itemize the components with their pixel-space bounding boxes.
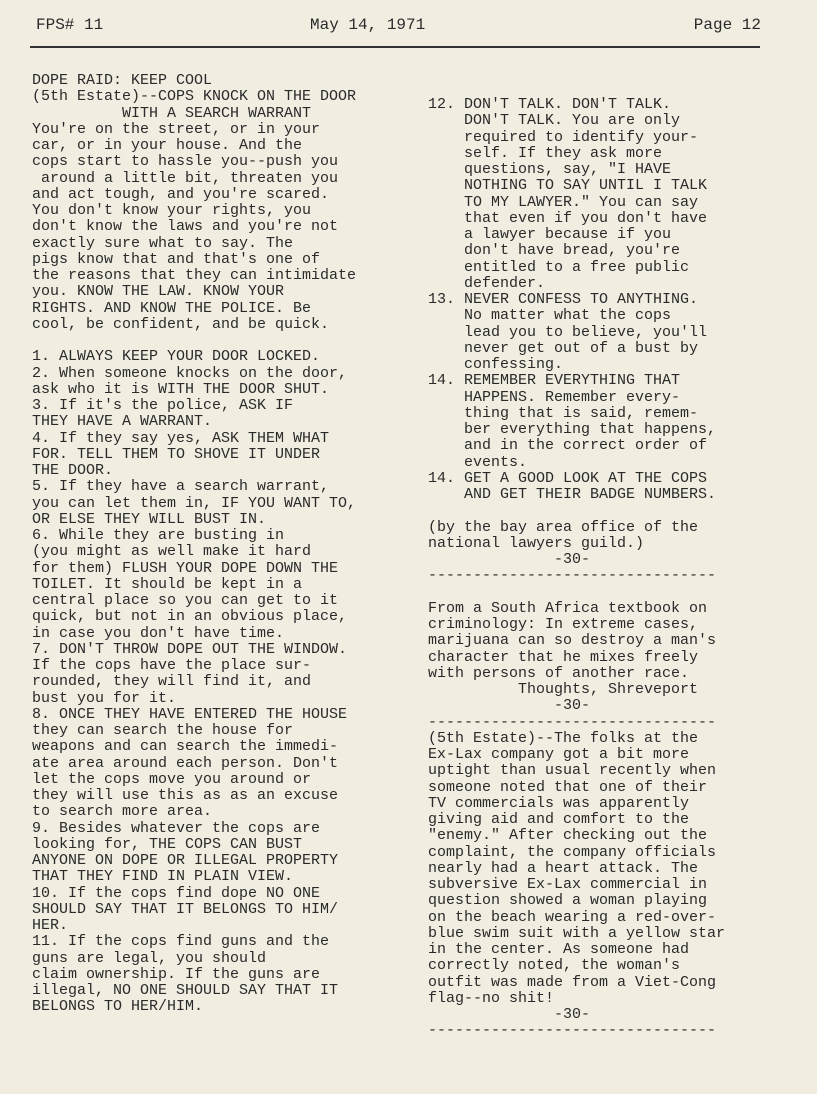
text-line: Ex-Lax company got a bit more	[428, 746, 690, 763]
text-line: complaint, the company officials	[428, 843, 717, 861]
text-line: (5th Estate)--The folks at the	[428, 729, 699, 747]
text-line: events.	[428, 453, 528, 471]
text-line: (by the bay area office of the	[428, 518, 699, 536]
text-line: claim ownership. If the guns are	[32, 965, 321, 983]
text-line: character that he mixes freely	[428, 648, 699, 666]
text-line: TV commercials was apparently	[428, 794, 690, 812]
text-line	[428, 585, 778, 601]
text-line: cool, be confident, and be quick.	[32, 315, 330, 333]
text-line: entitled to a free public	[428, 258, 690, 276]
text-line: uptight than usual recently when	[428, 762, 717, 780]
page-header	[36, 16, 761, 40]
text-line: don't know the laws and you're not	[32, 218, 339, 236]
text-line: car, or in your house. And the	[32, 137, 303, 154]
text-line: THE DOOR.	[32, 462, 114, 479]
text-line: confessing.	[428, 356, 564, 373]
text-line: criminology: In extreme cases,	[428, 616, 699, 633]
text-line: 4. If they say yes, ASK THEM WHAT	[32, 429, 330, 447]
text-line: -30-	[428, 551, 591, 568]
text-line: with persons of another race.	[428, 664, 690, 682]
text-line: HER.	[32, 917, 69, 934]
text-line: guns are legal, you should	[32, 949, 267, 967]
text-line: 14. REMEMBER EVERYTHING THAT	[428, 372, 681, 390]
text-line: never get out of a bust by	[428, 339, 699, 357]
text-line: NOTHING TO SAY UNTIL I TALK	[428, 177, 708, 195]
text-line: central place so you can get to it	[32, 592, 339, 609]
text-line: 13. NEVER CONFESS TO ANYTHING.	[428, 291, 699, 308]
text-line	[32, 333, 422, 349]
text-line: question showed a woman playing	[428, 892, 708, 910]
text-line: required to identify your-	[428, 128, 699, 146]
text-line: let the cops move you around or	[32, 770, 312, 788]
text-line: exactly sure what to say. The	[32, 234, 294, 252]
text-line: rounded, they will find it, and	[32, 673, 312, 691]
text-line: the reasons that they can intimidate	[32, 267, 357, 284]
text-line: TOILET. It should be kept in a	[32, 575, 303, 593]
text-line: flag--no shit!	[428, 989, 555, 1007]
right-column	[428, 97, 778, 1040]
text-line: on the beach wearing a red-over-	[428, 908, 717, 926]
text-line: 1. ALWAYS KEEP YOUR DOOR LOCKED.	[32, 348, 321, 366]
text-line: someone noted that one of their	[428, 778, 708, 796]
text-line: you. KNOW THE LAW. KNOW YOUR	[32, 283, 285, 301]
text-line: ber everything that happens,	[428, 421, 717, 438]
text-line: -30-	[428, 1006, 591, 1023]
text-line: pigs know that and that's one of	[32, 250, 321, 268]
text-line: that even if you don't have	[428, 209, 708, 227]
text-line: and in the correct order of	[428, 437, 708, 455]
text-line: a lawyer because if you	[428, 226, 672, 243]
issue-date: May 14, 1971	[310, 16, 426, 34]
text-line: illegal, NO ONE SHOULD SAY THAT IT	[32, 982, 339, 999]
text-line: blue swim suit with a yellow star	[428, 924, 726, 942]
text-line: around a little bit, threaten you	[32, 169, 339, 187]
text-line: self. If they ask more	[428, 144, 663, 162]
text-line: to search more area.	[32, 803, 213, 821]
text-line: in the center. As someone had	[428, 941, 690, 958]
text-line: TO MY LAWYER." You can say	[428, 193, 699, 211]
text-line: FOR. TELL THEM TO SHOVE IT UNDER	[32, 445, 321, 463]
text-line: 9. Besides whatever the cops are	[32, 819, 321, 837]
text-line: looking for, THE COPS CAN BUST	[32, 835, 303, 853]
text-line: cops start to hassle you--push you	[32, 153, 339, 171]
text-line: marijuana can so destroy a man's	[428, 632, 717, 650]
text-line: 8. ONCE THEY HAVE ENTERED THE HOUSE	[32, 705, 348, 723]
text-line: ANYONE ON DOPE OR ILLEGAL PROPERTY	[32, 852, 339, 869]
text-line: national lawyers guild.)	[428, 534, 645, 552]
text-line: don't have bread, you're	[428, 242, 681, 260]
text-line: for them) FLUSH YOUR DOPE DOWN THE	[32, 559, 339, 577]
text-line: subversive Ex-Lax commercial in	[428, 876, 708, 893]
text-line: you can let them in, IF YOU WANT TO,	[32, 494, 357, 512]
text-line: DON'T TALK. You are only	[428, 112, 681, 130]
text-line: (you might as well make it hard	[32, 543, 312, 561]
text-line: You don't know your rights, you	[32, 202, 312, 219]
text-line: ask who it is WITH THE DOOR SHUT.	[32, 380, 330, 398]
text-line: DOPE RAID: KEEP COOL	[32, 72, 213, 89]
text-line: --------------------------------	[428, 713, 717, 731]
text-line: If the cops have the place sur-	[32, 657, 312, 674]
text-line: outfit was made from a Viet-Cong	[428, 973, 717, 991]
text-line: giving aid and comfort to the	[428, 811, 690, 828]
text-line: weapons and can search the immedi-	[32, 738, 339, 756]
text-line: 3. If it's the police, ASK IF	[32, 397, 294, 414]
text-line: 10. If the cops find dope NO ONE	[32, 884, 321, 902]
text-line: in case you don't have time.	[32, 624, 285, 642]
text-line: SHOULD SAY THAT IT BELONGS TO HIM/	[32, 900, 339, 918]
text-line: -30-	[428, 697, 591, 715]
text-line: (5th Estate)--COPS KNOCK ON THE DOOR	[32, 88, 357, 106]
text-line: and act tough, and you're scared.	[32, 185, 330, 203]
text-line: OR ELSE THEY WILL BUST IN.	[32, 510, 267, 528]
text-line: THAT THEY FIND IN PLAIN VIEW.	[32, 868, 294, 886]
text-line	[428, 503, 778, 519]
text-line: --------------------------------	[428, 567, 717, 585]
text-line: --------------------------------	[428, 1022, 717, 1040]
text-line: nearly had a heart attack. The	[428, 859, 699, 877]
text-line: lead you to believe, you'll	[428, 323, 708, 341]
text-line: "enemy." After checking out the	[428, 827, 708, 845]
text-line: quick, but not in an obvious place,	[32, 608, 348, 626]
text-line: thing that is said, remem-	[428, 404, 699, 422]
text-line: 6. While they are busting in	[32, 527, 285, 544]
text-line: RIGHTS. AND KNOW THE POLICE. Be	[32, 299, 312, 317]
text-line: 2. When someone knocks on the door,	[32, 364, 348, 382]
text-line: From a South Africa textbook on	[428, 599, 708, 617]
page-number: Page 12	[693, 16, 761, 34]
text-line: they will use this as as an excuse	[32, 787, 339, 804]
text-line: BELONGS TO HER/HIM.	[32, 998, 204, 1016]
text-line: defender.	[428, 274, 546, 292]
text-line: 7. DON'T THROW DOPE OUT THE WINDOW.	[32, 640, 348, 658]
text-line: 5. If they have a search warrant,	[32, 478, 330, 496]
text-line: 14. GET A GOOD LOOK AT THE COPS	[428, 469, 708, 487]
text-line: AND GET THEIR BADGE NUMBERS.	[428, 486, 717, 503]
text-line: WITH A SEARCH WARRANT	[32, 104, 312, 122]
text-line: questions, say, "I HAVE	[428, 161, 672, 178]
header-rule	[30, 46, 760, 48]
text-line: THEY HAVE A WARRANT.	[32, 413, 213, 431]
text-line: 11. If the cops find guns and the	[32, 933, 330, 951]
left-column	[32, 73, 422, 1016]
text-line: correctly noted, the woman's	[428, 957, 681, 975]
issue-number: FPS# 11	[36, 16, 104, 34]
text-line: bust you for it.	[32, 689, 177, 707]
text-line: they can search the house for	[32, 722, 294, 739]
text-line: ate area around each person. Don't	[32, 754, 339, 772]
text-line: Thoughts, Shreveport	[428, 681, 699, 698]
text-line: No matter what the cops	[428, 307, 672, 325]
text-line: HAPPENS. Remember every-	[428, 388, 681, 406]
text-line: 12. DON'T TALK. DON'T TALK.	[428, 96, 672, 113]
text-line: You're on the street, or in your	[32, 120, 321, 138]
